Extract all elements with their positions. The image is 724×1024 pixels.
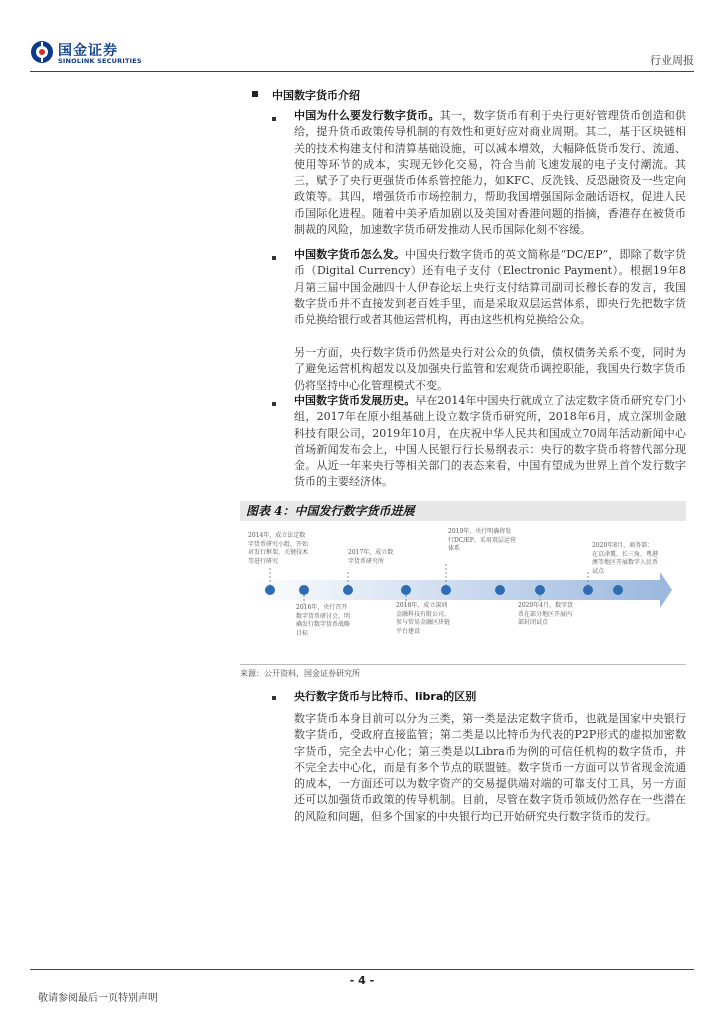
timeline-dot bbox=[265, 585, 275, 595]
bullet-lead: 中国数字货币怎么发。 bbox=[294, 248, 406, 261]
timeline-dot bbox=[495, 585, 505, 595]
timeline-event-top: 2017年，成立数字货币研究所 bbox=[348, 549, 394, 565]
company-logo bbox=[30, 40, 140, 70]
section-bullet-icon bbox=[252, 91, 258, 97]
bullet-text: 中国央行数字货币的英文简称是“DC/EP”，即除了数字货币（Digital Currency）还有电子支付（Electronic Payment）。根据19年8月第三届中国金融四十人伊春论坛上央行支付结算司副司长穆长春的发言，我国数字货币并不直接发到老百姓手里，而是采取双层运营体系，即央行先把数字货币兑换给银行或者其他运营机构，再由这些机构兑换给公众。 bbox=[294, 248, 686, 327]
subsection-title: 央行数字货币与比特币、libra的区别 bbox=[294, 690, 477, 703]
bullet-icon bbox=[272, 256, 276, 260]
timeline-dot bbox=[583, 585, 593, 595]
timeline-dot bbox=[401, 585, 411, 595]
bullet-paragraph-why bbox=[294, 108, 686, 238]
bullet-icon bbox=[272, 117, 276, 121]
section-title: 中国数字货币介绍 bbox=[272, 89, 360, 102]
figure-source: 来源：公开资料，国金证券研究所 bbox=[240, 669, 360, 678]
bullet-text: 其一，数字货币有利于央行更好管理货币创造和供给，提升货币政策传导机制的有效性和更好应对商业周期。其二，基于区块链相关的技术构建支付和清算基础设施，可以减本增效，大幅降低货币发行、流通、使用等环节的成本，实现无钞化交易，符合当前飞速发展的电子支付潮流。其三，赋予了央行更强货币体系管控能力，如KFC、反洗钱、反恐融资及一些定向政策等。其四，增强货币市场控制力，帮助我国增强国际金融话语权，促进人民币国际化进程。随着中美矛盾加剧以及美国对香港问题的指摘，香港存在被货币制裁的风险，加速数字货币研发推动人民币国际化刻不容缓。 bbox=[294, 109, 687, 237]
timeline-event-bottom: 2020年4月，数字货币在部分地区开展内部封闭试点 bbox=[518, 602, 574, 626]
timeline-event-top: 2014年，成立法定数字货币研究小组，开始对发行框架、关键技术等进行研究 bbox=[248, 532, 309, 565]
bullet-lead: 中国数字货币发展历史。 bbox=[294, 394, 416, 407]
page-number: - 4 - bbox=[349, 974, 375, 987]
bullet-paragraph-history bbox=[294, 393, 686, 491]
timeline-figure bbox=[240, 522, 686, 665]
logo-cn-text: 国金证券 bbox=[58, 43, 118, 59]
timeline-dot bbox=[299, 585, 309, 595]
timeline-event-top: 2019年，央行明确将发行DC/EP，采用双层运营体系 bbox=[448, 528, 516, 552]
logo-mark-icon bbox=[30, 40, 54, 64]
footer-disclaimer: 敬请参阅最后一页特别声明 bbox=[38, 993, 158, 1004]
bullet-text: 早在2014年中国央行就成立了法定数字货币研究专门小组，2017年在原小组基础上设立数字货币研究所，2018年6月，成立深圳金融科技有限公司，2019年10月，在庆祝中华人民共和国成立70周年活动新闻中心首场新闻发布会上，中国人民银行行长易纲表示：央行的数字货币将替代部分现金。从近一年来央行等相关部门的表态来看，中国有望成为世界上首个发行数字货币的主要经济体。 bbox=[294, 394, 687, 489]
bullet-paragraph-how-2: 另一方面，央行数字货币仍然是央行对公众的负债，债权债务关系不变，同时为了避免运营机构超发以及加强央行监管和宏观货币调控职能，我国央行数字货币仍将坚持中心化管理模式不变。 bbox=[294, 346, 686, 392]
timeline-dot bbox=[441, 585, 451, 595]
figure-title: 图表 4：中国发行数字货币进展 bbox=[240, 501, 686, 521]
timeline-dot bbox=[613, 585, 623, 595]
timeline-event-bottom: 2018年，成立深圳金融科技有限公司，参与贸易金融区块链平台建设 bbox=[396, 602, 451, 635]
timeline-dot bbox=[535, 585, 545, 595]
timeline-event-bottom: 2016年，央行召开数字货币研讨会，明确发行数字货币战略目标 bbox=[296, 604, 351, 637]
bullet-icon bbox=[272, 402, 276, 406]
header-divider bbox=[30, 71, 694, 72]
bullet-icon bbox=[272, 696, 276, 700]
bullet-lead: 中国为什么要发行数字货币。 bbox=[294, 109, 440, 122]
timeline-dot bbox=[343, 585, 353, 595]
footer-divider bbox=[30, 969, 694, 970]
page-header bbox=[0, 0, 724, 80]
logo-en-text: SINOLINK SECURITIES bbox=[58, 57, 142, 65]
timeline-event-top: 2020年8月，商务部：在京津冀、长三角、粤港澳等地区开展数字人民币试点 bbox=[592, 542, 659, 575]
report-type: 行业周报 bbox=[650, 54, 694, 67]
subsection-paragraph: 数字货币本身目前可以分为三类，第一类是法定数字货币，也就是国家中央银行数字货币，受政府直接监管；第二类是以比特币为代表的P2P形式的虚拟加密数字货币，完全去中心化；第三类是以Libra币为例的可信任机构的数字货币，并不完全去中心化，而是有多个节点的联盟链。数字货币一方面可以节省现金流通的成本，一方面还可以为数字资产的交易提供端对端的可靠支付工具，另一方面还可以加强货币政策的传导机制。目前，尽管在数字货币领域仍然存在一些潜在的风险和问题，但多个国家的中央银行均已开始研究央行数字货币的发行。 bbox=[294, 712, 686, 823]
timeline-arrow bbox=[246, 572, 672, 608]
bullet-paragraph-how bbox=[294, 247, 686, 328]
